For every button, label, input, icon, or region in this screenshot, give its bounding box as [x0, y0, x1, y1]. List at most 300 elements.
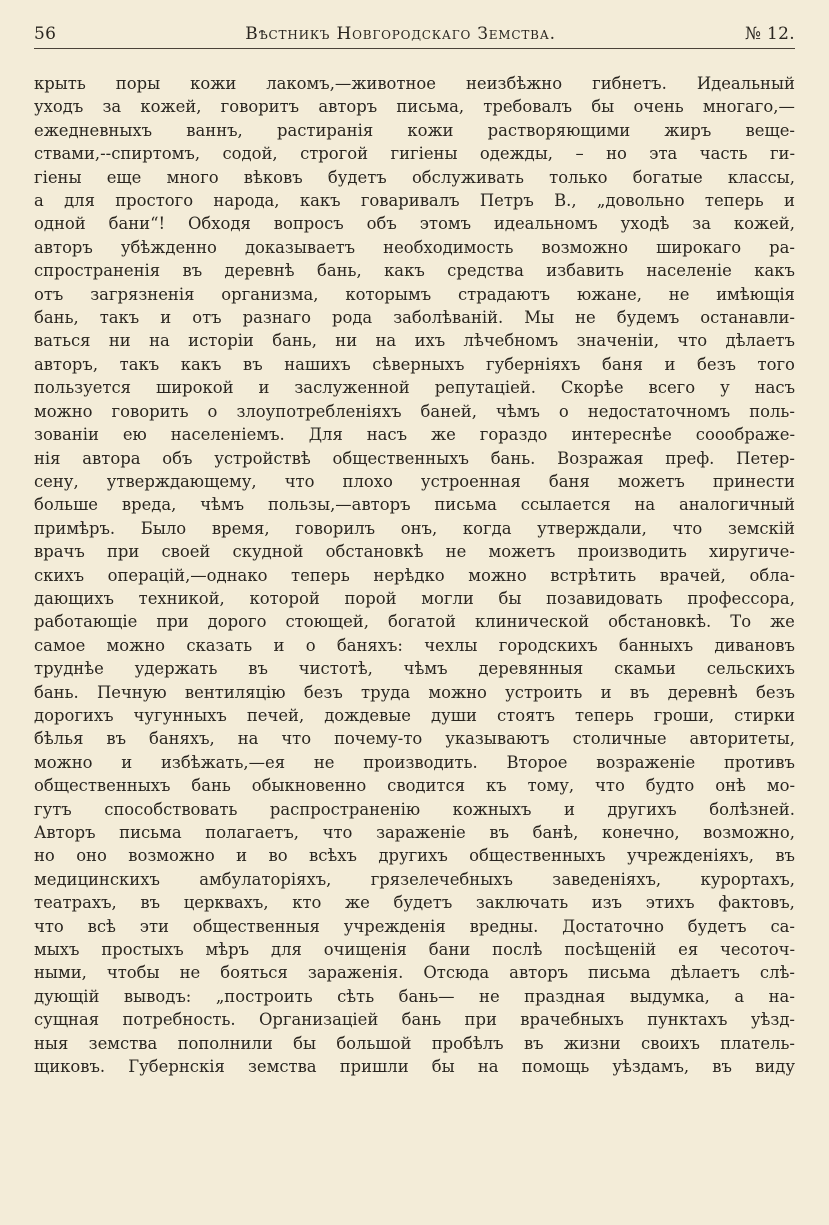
word: автора [82, 448, 141, 468]
word: письма [588, 963, 651, 983]
word: дающихъ [34, 588, 114, 608]
word: мѣръ [205, 940, 250, 960]
word: утверждали, [537, 518, 647, 538]
word: способствовать [104, 799, 238, 819]
word: техникой, [138, 588, 225, 608]
word: и [664, 354, 676, 374]
word: обслуживать [411, 167, 524, 187]
word: уѣзд- [750, 1010, 795, 1030]
word: населеніе [646, 261, 732, 281]
word: банѣ, [532, 823, 579, 842]
word: убѣжденно [120, 237, 217, 257]
word: Авторъ [34, 823, 96, 842]
text-line [34, 142, 795, 165]
word: простыхъ [101, 940, 184, 960]
word: земскій [727, 518, 795, 538]
word: оно [76, 846, 107, 866]
word: за [102, 97, 122, 117]
word: растворяющими [487, 120, 631, 140]
word: много [166, 167, 219, 187]
word: и [236, 846, 248, 866]
word: чѣмъ [403, 659, 448, 679]
word: же [770, 612, 795, 632]
word: говоритъ [220, 97, 300, 117]
word: вѣковъ [243, 167, 303, 187]
word: рода [331, 308, 373, 328]
word: жиръ [664, 120, 712, 140]
word: доказываетъ [244, 237, 356, 257]
word: фактовъ, [718, 893, 795, 913]
word: сену, [34, 471, 79, 491]
word: загрязненія [90, 284, 195, 304]
word: содой, [222, 144, 278, 164]
word: средства [447, 261, 524, 281]
word: кожи [190, 74, 237, 93]
word: театрахъ, [34, 893, 117, 913]
word: Достаточно [562, 916, 664, 936]
word: которой [249, 588, 320, 608]
word: обстановкѣ [325, 542, 424, 562]
word: стирки [734, 705, 795, 725]
word: широкаго [656, 237, 742, 257]
word: и [563, 799, 575, 819]
word: В., [554, 191, 577, 211]
word: разнаго [242, 308, 311, 328]
word: указываютъ [445, 729, 550, 749]
word: сельскихъ [706, 659, 795, 679]
word: мыхъ [34, 940, 80, 960]
word: всего [648, 378, 696, 398]
word: бань— [398, 986, 455, 1006]
word: письма [434, 495, 497, 515]
word: только [549, 167, 608, 187]
word: и [258, 378, 270, 398]
word: народа, [213, 191, 280, 211]
word: Организаціей [259, 1010, 379, 1030]
word: всѣ [87, 916, 116, 936]
word: одежды, [479, 144, 554, 164]
word: бань. [34, 682, 79, 702]
word: вопросъ [273, 214, 344, 234]
word: устройствѣ [214, 448, 311, 468]
word: но [34, 846, 55, 866]
word: можно [468, 565, 527, 585]
word: останавли- [700, 308, 795, 328]
word: ра- [769, 237, 795, 257]
text-line [34, 774, 795, 797]
word: пользуется [34, 378, 131, 398]
text-line [34, 564, 795, 587]
word: будетъ [393, 893, 453, 913]
word: обыкновенно [251, 776, 367, 796]
word: въ [140, 893, 161, 913]
text-line [34, 119, 795, 142]
word: объ [162, 448, 193, 468]
word: одной [34, 214, 86, 234]
word: дорогихъ [34, 705, 114, 725]
word: широкой [155, 378, 234, 398]
word: имѣющія [716, 284, 795, 304]
word: сѣть [337, 986, 375, 1006]
word: вредны. [469, 916, 539, 936]
word: злоупотребленіяхъ [236, 401, 402, 421]
word: вреда, [121, 495, 177, 515]
word: бѣлья [34, 729, 84, 749]
text-line [34, 306, 795, 329]
word: деревнѣ [224, 261, 295, 281]
word: какъ [180, 354, 222, 374]
word: жизни [563, 1033, 621, 1053]
issue-number: № 12. [744, 24, 795, 44]
word: письма, [396, 97, 465, 117]
word: церквахъ, [183, 893, 269, 913]
word: скихъ [34, 565, 85, 585]
word: чѣмъ [495, 401, 540, 421]
word: тому, [527, 776, 575, 796]
word: больше [34, 495, 99, 515]
text-line [34, 821, 795, 844]
word: То [730, 612, 752, 632]
word: бань, [316, 261, 362, 281]
word: баня [548, 471, 590, 491]
word: бань [401, 1010, 442, 1030]
word: медицинскихъ [34, 869, 160, 889]
word: гроши, [653, 705, 715, 725]
word: объ [366, 214, 397, 234]
word: этихъ [645, 893, 695, 913]
word: будемъ [616, 308, 680, 328]
text-line [34, 891, 795, 914]
word: время, [211, 518, 270, 538]
text-line [34, 517, 795, 540]
word: Печную [96, 682, 167, 702]
text-line [34, 283, 795, 306]
word: а [34, 191, 44, 211]
word: учрежденіяхъ, [626, 846, 754, 866]
text-line [34, 751, 795, 774]
word: эти [139, 916, 169, 936]
text-line [34, 329, 795, 352]
word: Петръ [479, 191, 534, 211]
text-line [34, 681, 795, 704]
word: чугунныхъ [133, 705, 227, 725]
word: дѣлаетъ [725, 331, 795, 351]
word: богатой [387, 612, 456, 632]
word: на [375, 331, 397, 351]
word: порой [344, 588, 397, 608]
word: что [672, 518, 703, 538]
word: при [156, 612, 189, 632]
word: стоятъ [496, 705, 555, 725]
word: въ [182, 261, 203, 281]
word: учрежденія [343, 916, 446, 936]
word: на [477, 1057, 499, 1077]
text-line [34, 493, 795, 516]
word: помощь [521, 1057, 590, 1077]
word: гораздо [479, 425, 548, 445]
word: пробѣлъ [431, 1033, 504, 1053]
word: кожныхъ [452, 799, 532, 819]
word: ными, [34, 963, 87, 983]
word: дивановъ [714, 635, 795, 655]
word: авторитеты, [689, 729, 795, 749]
word: въ [248, 659, 268, 679]
word: недостаточномъ [587, 401, 731, 421]
word: Обходя [187, 214, 251, 234]
word: противъ [724, 752, 795, 772]
body-text [34, 72, 795, 1078]
word: часть [699, 144, 748, 164]
word: ссылается [520, 495, 611, 515]
word: Отсюда [423, 963, 490, 983]
text-line [34, 985, 795, 1008]
word: интереснѣе [571, 425, 672, 445]
text-line [34, 259, 795, 282]
word: ни [108, 331, 131, 351]
word: въ [489, 823, 509, 842]
word: не [445, 542, 467, 562]
word: чистотѣ, [298, 659, 373, 679]
word: общественныхъ [34, 776, 171, 796]
word: плохо [342, 471, 393, 491]
text-line [34, 423, 795, 446]
word: труда [361, 682, 411, 702]
text-line [34, 798, 795, 821]
word: печей, [246, 705, 305, 725]
word: для [64, 191, 95, 211]
text-line [34, 400, 795, 423]
word: Идеальный [696, 74, 795, 93]
word: утверждающему, [106, 471, 257, 491]
word: у [720, 378, 730, 398]
word: Скорѣе [560, 378, 624, 398]
word: гіены [34, 167, 82, 187]
word: насъ [754, 378, 795, 398]
word: что [677, 331, 708, 351]
word: курортахъ, [700, 869, 795, 889]
word: „довольно [596, 191, 685, 211]
word: что [595, 776, 625, 796]
word: зараженія. [307, 963, 404, 983]
word: о [305, 635, 316, 655]
word: губерніяхъ [486, 354, 581, 374]
text-line [34, 95, 795, 118]
word: грязелечебныхъ [370, 869, 513, 889]
word: авторъ, [34, 354, 99, 374]
word: позавидовать [546, 588, 663, 608]
word: классы, [727, 167, 795, 187]
word: при [464, 1010, 497, 1030]
word: безъ [756, 682, 795, 702]
word: бы [293, 1033, 316, 1053]
word: возможно [541, 237, 629, 257]
word: еще [106, 167, 142, 187]
word: скудной [232, 542, 304, 562]
word: что [281, 729, 312, 749]
word: баня [602, 354, 643, 374]
word: можетъ [488, 542, 556, 562]
text-line [34, 353, 795, 376]
word: столичные [572, 729, 667, 749]
word: Возражая [557, 448, 644, 468]
text-line [34, 1032, 795, 1055]
word: пользы,—авторъ [267, 495, 411, 515]
word: какъ [754, 261, 795, 281]
word: очень [633, 97, 684, 117]
word: ги- [769, 144, 795, 164]
word: послѣ [492, 940, 543, 960]
word: бояться [220, 963, 288, 983]
text-line [34, 634, 795, 657]
word: теперь [704, 191, 764, 211]
word: выдумка, [629, 986, 710, 1006]
text-line [34, 938, 795, 961]
word: зараженіе [376, 823, 466, 842]
word: письма [119, 823, 182, 842]
word: въ [712, 1057, 732, 1077]
text-line [34, 376, 795, 399]
word: общественныя [192, 916, 320, 936]
word: Мы [524, 308, 555, 328]
page-header [34, 20, 795, 49]
word: чесоточ- [720, 940, 795, 960]
word: въ [106, 729, 127, 749]
word: труднѣе [34, 659, 104, 679]
word: души [431, 705, 477, 725]
word: страдаютъ [457, 284, 551, 304]
text-line [34, 915, 795, 938]
word: вентиляцію [184, 682, 286, 702]
word: на [237, 729, 259, 749]
word: ваться [34, 331, 91, 351]
word: дѣлаетъ [670, 963, 740, 983]
word: что [284, 471, 315, 491]
word: земства [88, 1033, 158, 1053]
text-line [34, 212, 795, 235]
word: и [783, 191, 795, 211]
word: пополнили [177, 1033, 273, 1053]
text-line [34, 166, 795, 189]
word: сущная [34, 1010, 100, 1030]
word: слѣ- [759, 963, 795, 983]
word: о [207, 401, 218, 421]
word: возраженіе [596, 752, 696, 772]
word: полагаетъ, [205, 823, 300, 842]
word: теперь [574, 705, 634, 725]
word: же [345, 893, 370, 913]
word: встрѣтить [550, 565, 637, 585]
word: преф. [665, 448, 715, 468]
word: лѣчебномъ [463, 331, 559, 351]
word: не [179, 963, 201, 983]
word: будетъ [687, 916, 747, 936]
word: городскихъ [498, 635, 598, 655]
word: для [271, 940, 302, 960]
word: баней, [420, 401, 477, 421]
text-line [34, 704, 795, 727]
word: эта [649, 144, 678, 164]
word: говорить [111, 401, 189, 421]
word: дующій [34, 986, 100, 1006]
text-line [34, 236, 795, 259]
word: деревнѣ [667, 682, 738, 702]
text-line [34, 587, 795, 610]
text-line [34, 844, 795, 867]
word: стоющей, [285, 612, 369, 632]
word: которымъ [345, 284, 432, 304]
word: спространенія [34, 261, 161, 281]
word: аналогичный [678, 495, 795, 515]
word: и [160, 308, 172, 328]
word: нашихъ [284, 354, 351, 374]
word: въ [242, 354, 263, 374]
word: можно [106, 635, 166, 655]
word: общественныхъ [469, 846, 606, 866]
word: такъ [99, 308, 140, 328]
word: амбулаторіяхъ, [199, 869, 332, 889]
word: другихъ [607, 799, 677, 819]
word: гигіены [390, 144, 458, 164]
text-line [34, 727, 795, 750]
word: требовалъ [483, 97, 573, 117]
word: авторъ [509, 963, 569, 983]
word: будетъ [327, 167, 387, 187]
text-line [34, 1055, 795, 1078]
word: врачей, [659, 565, 726, 585]
word: кожей, [733, 214, 795, 234]
word: организма, [221, 284, 319, 304]
word: сооображе- [695, 425, 795, 445]
word: и [121, 752, 133, 772]
word: многаго,— [702, 97, 795, 117]
word: на [634, 495, 656, 515]
word: къ [485, 776, 507, 796]
word: авторъ [318, 97, 378, 117]
word: ныя [34, 1033, 69, 1053]
word: пунктахъ [647, 1010, 728, 1030]
word: на- [768, 986, 795, 1006]
text-line [34, 961, 795, 984]
word: операцій,—однако [107, 565, 268, 585]
word: и [273, 635, 285, 655]
word: клинической [474, 612, 590, 632]
word: въ [775, 846, 795, 866]
word: бы [591, 97, 615, 117]
word: чтобы [106, 963, 160, 983]
word: богатые [632, 167, 703, 187]
word: крыть [34, 74, 86, 93]
word: общественныхъ [332, 448, 469, 468]
word: дождевые [324, 705, 411, 725]
word: болѣзней. [709, 799, 795, 819]
word: большой [336, 1033, 412, 1053]
word: южане, [576, 284, 642, 304]
word: щиковъ. [34, 1057, 106, 1077]
word: говаривалъ [360, 191, 460, 211]
text-line [34, 189, 795, 212]
word: чѣмъ [200, 495, 245, 515]
word: сводится [387, 776, 466, 796]
word: заключать [475, 893, 569, 913]
word: врачъ [34, 542, 85, 562]
word: своихъ [641, 1033, 700, 1053]
word: не [575, 308, 596, 328]
word: ежедневныхъ [34, 120, 153, 140]
word: баняхъ, [148, 729, 215, 749]
word: какъ [384, 261, 425, 281]
word: исторіи [188, 331, 254, 351]
word: бы [498, 588, 522, 608]
